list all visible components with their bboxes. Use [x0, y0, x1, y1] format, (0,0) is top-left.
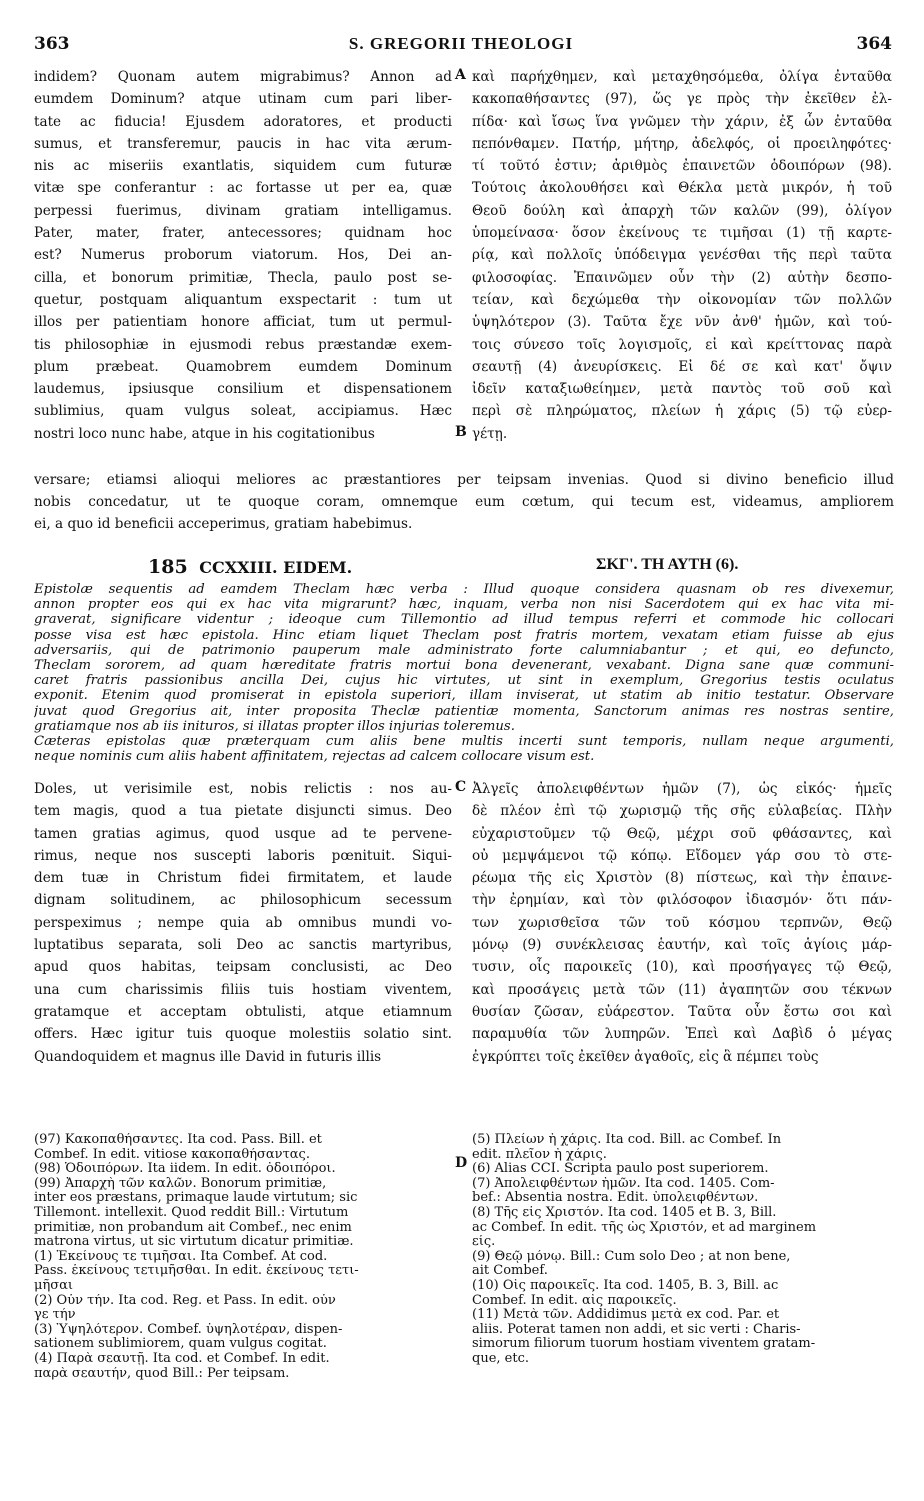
text-line: sublimius, quam vulgus soleat, accipiamus. Hæc — [34, 403, 452, 420]
argument-line: Cæteras epistolas quæ præterquam cum aliis bene multis incerti sunt temporis, nullam neque argumenti, — [34, 734, 894, 750]
text-line: καὶ προσάγεις μετὰ τῶν (11) ἀγαπητῶν σου τέκνων — [472, 981, 892, 998]
section-heading-latin — [148, 556, 352, 578]
text-line: Θεοῦ δούλη καὶ ἀπαρχὴ τῶν καλῶν (99), ὀλίγον — [472, 202, 892, 219]
text-line: των χωρισθεῖσα τῶν τοῦ κόσμου τερπνῶν, Θεῷ — [472, 914, 892, 931]
text-line: apud quos habitas, teipsam conclusisti, ac Deo — [34, 959, 452, 976]
footnote-line: (6) Alias CCI. Scripta paulo post superiorem. — [472, 1162, 769, 1177]
running-header — [30, 34, 892, 60]
footnote-line: matrona virtus, ut sic virtutum dicatur primitiæ. — [34, 1235, 354, 1250]
footnote-line: (11) Μετὰ τῶν. Addidimus μετὰ ex cod. Par. et — [472, 1308, 780, 1323]
greek-column-top — [472, 66, 892, 445]
footnote-line: bef.: Absentia nostra. Edit. ὑπολειφθέντων. — [472, 1191, 759, 1206]
latin-column-letter — [34, 778, 452, 1068]
text-line: offers. Hæc igitur tuis quoque molestiis solatio sint. — [34, 1026, 452, 1043]
text-line: tis philosophiæ in ejusmodi rebus præstandæ exem- — [34, 336, 452, 353]
text-line: δὲ πλέον ἐπὶ τῷ χωρισμῷ τῆς σῆς εὐλαβείας. Πλὴν — [472, 803, 892, 820]
text-line: vitæ spe conferantur : ac fortasse ut per ea, quæ — [34, 180, 452, 197]
full-width-continuation — [34, 469, 894, 535]
text-line: Ἀλγεῖς ἀπολειφθέντων ἡμῶν (7), ὡς εἰκός· ἡμεῖς — [472, 781, 892, 797]
footnote-line: μῆσαι — [34, 1278, 73, 1293]
footnote-line: (9) Θεῷ μόνῳ. Bill.: Cum solo Deo ; at non bene, — [472, 1249, 791, 1264]
text-line: Τούτοις ἀκολουθήσει καὶ Θέκλα μετὰ μικρόν, ἡ τοῦ — [472, 180, 892, 197]
greek-column-letter — [472, 778, 892, 1068]
text-line: nostri loco nunc habe, atque in his cogitationibus — [34, 425, 375, 442]
argument-line: neque nominis cum aliis habent affinitatem, rejectas ad calcem collocare visum est. — [34, 749, 595, 765]
text-line: σεαυτῇ (4) ἀνευρίσκεις. Εἰ δέ σε καὶ κατ' ὄψιν — [472, 358, 892, 375]
argument-line: posse visa est hæc epistola. Hinc etiam liquet Theclam post fratris mortem, vexatam etiam fuisse ab ejus — [34, 627, 894, 643]
text-line: luptatibus separata, soli Deo ac sanctis martyribus, — [34, 937, 452, 954]
footnote-line: Combef. In edit. αἷς παροικεῖς. — [472, 1293, 677, 1308]
text-line: plum præbeat. Quamobrem eumdem Dominum — [34, 358, 452, 375]
text-line: cilla, et bonorum primitiæ, Thecla, paulo post se- — [34, 269, 452, 286]
footnotes-right — [472, 1133, 892, 1367]
margin-marker-d: D — [455, 1155, 468, 1171]
footnote-line: simorum filiorum tuorum hostiam viventem gratam- — [472, 1337, 816, 1352]
argument-line: juvat quod Gregorius ait, inter proposita Theclæ patientiæ momenta, Sanctorum animas res nostras sentire, — [34, 703, 894, 719]
argument-line: annon propter eos qui ex hac vita migrarunt? hæc, inquam, verba non nisi Sacerdotem qui ex hac vita mi- — [34, 597, 894, 613]
argument-line: exponit. Etenim quod promiserat in epistola superiori, illam inviserat, ut statim ab initio testatur. Observare — [34, 688, 894, 704]
text-line: laudemus, ipsiusque consilium et dispensationem — [34, 381, 452, 398]
footnote-line: que, etc. — [472, 1351, 529, 1366]
margin-marker-a: A — [455, 67, 466, 83]
text-line: ρίᾳ, καὶ πολλοῖς ὑπόδειγμα γενέσθαι τῆς περὶ ταῦτα — [472, 247, 892, 264]
text-line: indidem? Quonam autem migrabimus? Annon ad — [34, 69, 452, 85]
footnote-line: (1) Ἐκείνους τε τιμῆσαι. Ita Combef. At cod. — [34, 1249, 328, 1264]
footnote-line: inter eos præstans, primaque laude virtutum; sic — [34, 1191, 358, 1206]
text-line: καὶ παρήχθημεν, καὶ μεταχθησόμεθα, ὀλίγα ἐνταῦθα — [472, 69, 892, 85]
footnote-line: γε τήν — [34, 1308, 76, 1323]
text-line: γέτῃ. — [472, 425, 508, 442]
text-line: φιλοσοφίας. Ἐπαινῶμεν οὖν τὴν (2) αὐτὴν δεσπο- — [472, 269, 892, 286]
text-line: una cum charissimis filiis tuis hostiam viventem, — [34, 981, 452, 998]
argument-line: graverat, significare videntur ; ideoque cum Tillemontio ad illud tempus referri et commode hic collocari — [34, 612, 894, 628]
footnote-line: (4) Παρὰ σεαυτῇ. Ita cod. et Combef. In edit. — [34, 1351, 330, 1366]
footnote-line: παρὰ σεαυτήν, quod Bill.: Per teipsam. — [34, 1366, 290, 1381]
footnote-line: (99) Ἀπαρχὴ τῶν καλῶν. Bonorum primitiæ, — [34, 1176, 327, 1191]
text-line: versare; etiamsi alioqui meliores ac præstantiores per teipsam invenias. Quod si divino beneficio illud — [34, 472, 894, 488]
footnote-line: aliis. Poterat tamen non addi, et sic verti : Charis- — [472, 1322, 801, 1337]
text-line: dignam solitudinem, ac philosophicum secessum — [34, 892, 452, 909]
text-line: μόνῳ (9) συνέκλεισας ἑαυτήν, καὶ τοῖς ἁγίοις μάρ- — [472, 937, 892, 954]
footnote-line: Tillemont. intellexit. Quod reddit Bill.: Virtutum — [34, 1205, 349, 1220]
text-line: sumus, et transferemur, paucis in hac vita ærum- — [34, 135, 452, 152]
argument-line: Theclam sororem, ad quam hæreditate fratris mortui bona devenerant, vexabant. Digna sane quæ communi- — [34, 658, 894, 674]
footnote-line: (10) Οἷς παροικεῖς. Ita cod. 1405, B. 3, Bill. ac — [472, 1278, 779, 1293]
footnote-line: edit. πλεῖον ἡ χάρις. — [472, 1147, 607, 1162]
text-line: Doles, ut verisimile est, nobis relictis : nos au- — [34, 781, 452, 797]
text-line: illos per patientiam honore afficiat, tum ut permul- — [34, 314, 452, 331]
margin-marker-b: B — [455, 424, 467, 440]
page-number-right: 364 — [856, 34, 892, 54]
argument-line: adversariis, qui de patrimonio pauperum male administrato forte calumniabantur ; et qui, eo defuncto, — [34, 642, 894, 658]
margin-marker-c: C — [455, 779, 467, 795]
text-line: τί τοῦτό ἐστιν; ἀριθμὸς ἐπαινετῶν ὁδοιπόρων (98). — [472, 158, 892, 175]
text-line: τὴν ἐρημίαν, καὶ τὸν φιλόσοφον ἰδιασμόν· ὅτι πάν- — [472, 892, 892, 909]
text-line: εὐχαριστοῦμεν τῷ Θεῷ, μέχρι σοῦ φθάσαντες, καὶ — [472, 825, 892, 842]
text-line: ρέωμα τῆς εἰς Χριστὸν (8) πίστεως, καὶ τὴν ἐπαινε- — [472, 870, 892, 887]
text-line: perpessi fuerimus, divinam gratiam intelligamus. — [34, 202, 452, 219]
text-line: Quandoquidem et magnus ille David in futuris illis — [34, 1048, 382, 1065]
text-line: est? Numerus proborum viatorum. Hos, Dei an- — [34, 247, 452, 264]
footnote-line: (7) Ἀπολειφθέντων ἡμῶν. Ita cod. 1405. Com- — [472, 1176, 775, 1191]
text-line: πεπόνθαμεν. Πατήρ, μήτηρ, ἀδελφός, οἱ προειληφότες· — [472, 135, 892, 152]
text-line: nis ac miseriis exantlatis, siquidem cum futuræ — [34, 158, 452, 175]
text-line: ἰδεῖν καταξιωθείημεν, μετὰ παντὸς τοῦ σοῦ καὶ — [472, 381, 892, 398]
text-line: ὑπομείνασα· ὅσον ἐκείνους τε τιμῆσαι (1) τῇ καρτε- — [472, 225, 892, 242]
footnote-line: Pass. ἐκείνους τετιμῆσθαι. In edit. ἐκείνους τετι- — [34, 1264, 359, 1279]
text-line: πίδα· καὶ ἴσως ἵνα γνῶμεν τὴν χάριν, ἐξ ὧν ἐνταῦθα — [472, 113, 892, 130]
text-line: tamen gratias agimus, quod usque ad te pervene- — [34, 825, 452, 842]
footnote-line: (2) Οὖν τήν. Ita cod. Reg. et Pass. In edit. οὖν — [34, 1293, 336, 1308]
section-number: 185 — [148, 556, 188, 578]
text-line: nobis concedatur, ut te quoque coram, omnemque eum cœtum, qui tecum est, videamus, ampliorem — [34, 494, 894, 510]
page-number-left: 363 — [34, 34, 70, 54]
footnote-line: (98) Ὁδοιπόρων. Ita iidem. In edit. ὁδοιπόροι. — [34, 1162, 336, 1177]
footnote-line: Combef. In edit. vitiose κακοπαθήσαντας. — [34, 1147, 310, 1162]
text-line: θυσίαν ζῶσαν, εὐάρεστον. Ταῦτα οὖν ἔστω σοι καὶ — [472, 1003, 892, 1020]
text-line: οὐ μεμψάμενοι τῷ κόπῳ. Εἴδομεν γάρ σου τὸ στε- — [472, 847, 892, 864]
argument-line: gratiamque nos ab iis inituros, si illatas propter illos injurias toleremus. — [34, 718, 515, 734]
footnote-line: ac Combef. In edit. τῆς ὡς Χριστόν, et ad marginem — [472, 1220, 817, 1235]
text-line: dem tuæ in Christum fidei firmitatem, et laude — [34, 870, 452, 887]
text-line: eumdem Dominum? atque utinam cum pari liber- — [34, 91, 452, 108]
text-line: perspeximus ; nempe quia ab omnibus mundi vo- — [34, 914, 452, 931]
argument-line: caret fratris passionibus ancilla Dei, cujus hic virtutes, ut sint in exemplum, Gregorius testis oculatus — [34, 673, 894, 689]
footnotes-left — [34, 1133, 452, 1381]
text-line: τείαν, καὶ δεχώμεθα τὴν οἰκονομίαν τῶν πολλῶν — [472, 291, 892, 308]
text-line: κακοπαθήσαντες (97), ὥς γε πρὸς τὴν ἐκεῖθεν ἐλ- — [472, 91, 892, 108]
footnote-line: primitiæ, non probandum ait Combef., nec enim — [34, 1220, 352, 1235]
footnote-line: sationem sublimiorem, quam vulgus cogitat. — [34, 1337, 327, 1352]
footnote-line: (8) Τῆς εἰς Χριστόν. Ita cod. 1405 et B. 3, Bill. — [472, 1205, 777, 1220]
section-heading-greek: ΣΚΓ'. ΤΗ ΑΥΤΗ (6). — [596, 556, 739, 573]
footnote-line: ait Combef. — [472, 1264, 548, 1279]
text-line: tem magis, quod a tua pietate disjuncti simus. Deo — [34, 803, 452, 820]
text-line: ἐγκρύπτει τοῖς ἐκεῖθεν ἀγαθοῖς, εἰς ἃ πέμπει τοὺς — [472, 1048, 819, 1065]
running-title: S. GREGORII THEOLOGI — [348, 34, 574, 53]
text-line: Pater, mater, frater, antecessores; quidnam hoc — [34, 225, 452, 242]
footnote-line: (97) Κακοπαθήσαντες. Ita cod. Pass. Bill. et — [34, 1133, 322, 1147]
text-line: τυσιν, οἷς παροικεῖς (10), καὶ προσήγαγες τῷ Θεῷ, — [472, 959, 892, 976]
argument-line: Epistolæ sequentis ad eamdem Theclam hæc verba : Illud quoque considera quasnam ob res divexemur, — [34, 582, 894, 597]
text-line: ei, a quo id beneficii acceperimus, gratiam habebimus. — [34, 516, 413, 532]
text-line: gratamque et acceptam obtulisti, atque etiamnum — [34, 1003, 452, 1020]
footnote-line: εἰς. — [472, 1235, 496, 1250]
text-line: rimus, neque nos suscepti laboris pœnituit. Siqui- — [34, 847, 452, 864]
text-line: τοις σύνεσο τοῖς λογισμοῖς, εἰ καὶ κρείττονας παρὰ — [472, 336, 892, 353]
text-line: quetur, postquam aliquantum exspectarit : tum ut — [34, 291, 452, 308]
text-line: tate ac fiducia! Ejusdem adoratores, et producti — [34, 113, 452, 130]
section-title-latin: CCXXIII. EIDEM. — [199, 558, 353, 577]
text-line: ὑψηλότερον (3). Ταῦτα ἔχε νῦν ἀνθ' ἡμῶν, καὶ τού- — [472, 314, 892, 331]
text-line: περὶ σὲ πληρώματος, πλείων ἡ χάρις (5) τῷ εὐερ- — [472, 403, 892, 420]
footnote-line: (5) Πλείων ἡ χάρις. Ita cod. Bill. ac Combef. In — [472, 1133, 782, 1147]
footnote-line: (3) Ὑψηλότερον. Combef. ὑψηλοτέραν, dispen- — [34, 1322, 343, 1337]
latin-column-top — [34, 66, 452, 445]
argument-block — [34, 582, 894, 764]
text-line: παραμυθία τῶν λυπηρῶν. Ἐπεὶ καὶ Δαβὶδ ὁ μέγας — [472, 1026, 892, 1043]
